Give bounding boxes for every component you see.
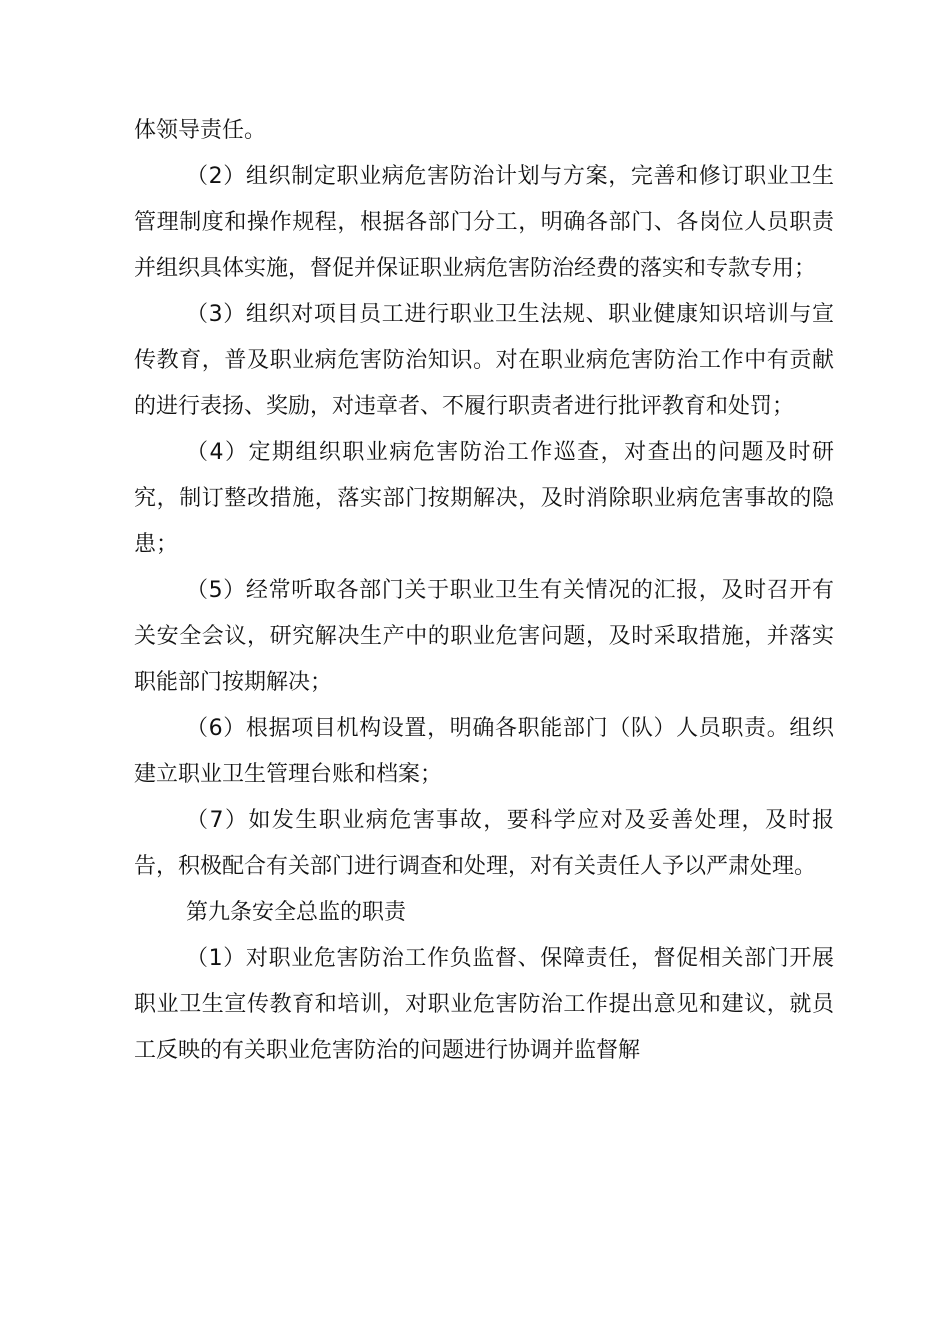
section-heading-article-9: 第九条安全总监的职责 (186, 900, 407, 925)
paragraph-item-5: （5）经常听取各部门关于职业卫生有关情况的汇报，及时召开有关安全会议，研究解决生产中的职业危害问题，及时采取措施，并落实职能部门按期解决； (134, 578, 834, 695)
paragraph-item-6: （6）根据项目机构设置，明确各职能部门（队）人员职责。组织建立职业卫生管理台账和档案； (134, 716, 834, 787)
paragraph-item-4: （4）定期组织职业病危害防治工作巡查，对查出的问题及时研究，制订整改措施，落实部门按期解决，及时消除职业病危害事故的隐患； (134, 440, 834, 557)
paragraph-item-2: （2）组织制定职业病危害防治计划与方案，完善和修订职业卫生管理制度和操作规程，根据各部门分工，明确各部门、各岗位人员职责并组织具体实施，督促并保证职业病危害防治经费的落实和专款专用； (134, 164, 834, 281)
document-body (134, 108, 834, 1074)
paragraph-item-7: （7）如发生职业病危害事故，要科学应对及妥善处理，及时报告，积极配合有关部门进行调查和处理，对有关责任人予以严肃处理。 (134, 808, 834, 879)
paragraph-item-3: （3）组织对项目员工进行职业卫生法规、职业健康知识培训与宣传教育，普及职业病危害防治知识。对在职业病危害防治工作中有贡献的进行表扬、奖励，对违章者、不履行职责者进行批评教育和处罚； (134, 302, 834, 419)
paragraph-article-9-item-1: （1）对职业危害防治工作负监督、保障责任，督促相关部门开展职业卫生宣传教育和培训，对职业危害防治工作提出意见和建议，就员工反映的有关职业危害防治的问题进行协调并监督解 (134, 946, 834, 1063)
paragraph-continuation: 体领导责任。 (134, 118, 267, 143)
